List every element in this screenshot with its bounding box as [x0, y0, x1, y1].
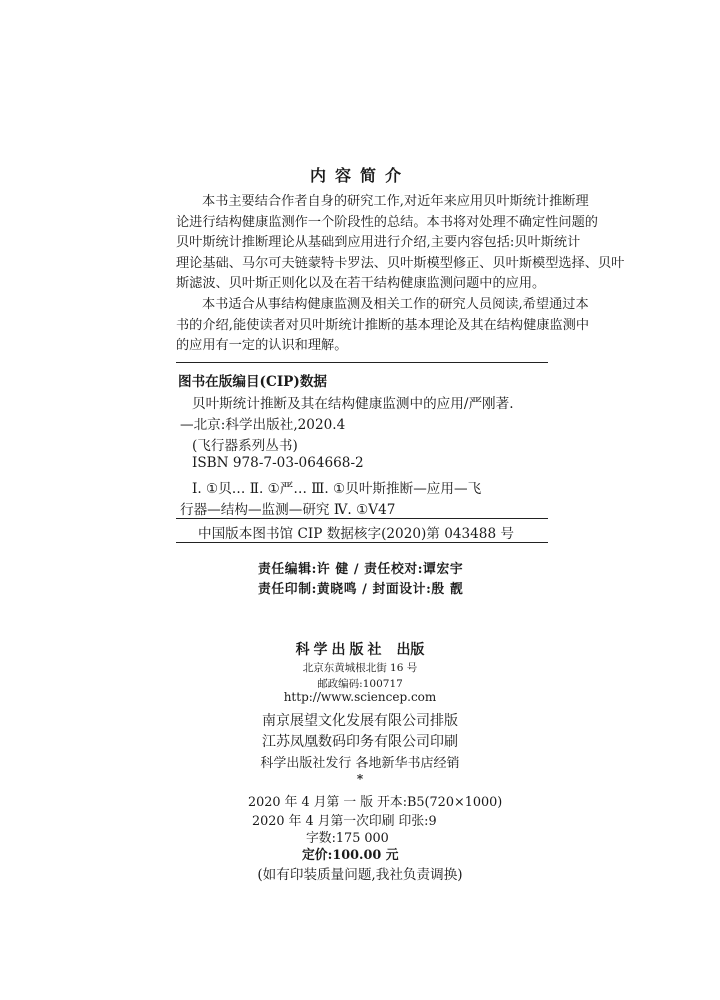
- printer: 江苏凤凰数码印务有限公司印刷: [262, 734, 458, 750]
- summary-line: 理论基础、马尔可夫链蒙特卡罗法、贝叶斯模型修正、贝叶斯模型选择、贝叶: [176, 255, 625, 271]
- cip-line: 行器—结构—监测—研究 Ⅳ. ①V47: [180, 502, 396, 518]
- price: 定价:100.00 元: [302, 848, 399, 863]
- cip-bottom-rule: [176, 542, 548, 543]
- publisher-postcode: 邮政编码:100717: [317, 678, 403, 690]
- cip-line: —北京:科学出版社,2020.4: [180, 417, 346, 433]
- distribution: 科学出版社发行 各地新华书店经销: [260, 756, 460, 771]
- cip-line: ISBN 978-7-03-064668-2: [192, 455, 364, 471]
- cip-top-rule: [176, 362, 548, 363]
- typesetter: 南京展望文化发展有限公司排版: [262, 713, 458, 729]
- staff-line: 责任编辑:许 健 / 责任校对:谭宏宇: [258, 562, 464, 577]
- word-count: 字数:175 000: [306, 831, 389, 846]
- cip-record-number: 中国版本图书馆 CIP 数据核字(2020)第 043488 号: [198, 526, 515, 542]
- summary-line: 贝叶斯统计推断理论从基础到应用进行介绍,主要内容包括:贝叶斯统计: [176, 235, 581, 251]
- publisher-line: [0, 639, 720, 659]
- cip-line: (飞行器系列丛书): [192, 438, 298, 454]
- summary-line: 本书适合从事结构健康监测及相关工作的研究人员阅读,希望通过本: [202, 297, 589, 312]
- summary-title: 内容简介: [309, 166, 410, 185]
- cip-heading: 图书在版编目(CIP)数据: [178, 374, 328, 390]
- summary-line: 本书主要结合作者自身的研究工作,对近年来应用贝叶斯统计推断理: [202, 194, 589, 209]
- publisher-website: http://www.sciencep.com: [283, 690, 437, 704]
- edition-line: 2020 年 4 月第 一 版 开本:B5(720×1000): [248, 795, 503, 810]
- publisher-name: 科学出版社: [295, 642, 386, 658]
- cip-line: Ⅰ. ①贝… Ⅱ. ①严… Ⅲ. ①贝叶斯推断—应用—飞: [192, 481, 482, 497]
- cip-line: 贝叶斯统计推断及其在结构健康监测中的应用/严刚著.: [192, 396, 514, 412]
- summary-line: 论进行结构健康监测作一个阶段性的总结。本书将对处理不确定性问题的: [176, 214, 598, 230]
- publisher-address: 北京东黄城根北街 16 号: [302, 662, 418, 674]
- printing-line: 2020 年 4 月第一次印刷 印张:9: [252, 814, 437, 829]
- summary-paragraph-1: [176, 192, 625, 295]
- quality-note: (如有印装质量问题,我社负责调换): [257, 867, 463, 883]
- publisher-suffix: 出版: [396, 642, 425, 658]
- staff-line: 责任印制:黄晓鸣 / 封面设计:殷 靓: [258, 582, 464, 597]
- summary-paragraph-2: [176, 295, 590, 357]
- cip-middle-rule: [176, 518, 548, 519]
- summary-line: 的应用有一定的认识和理解。: [176, 338, 348, 354]
- separator-star: *: [356, 772, 364, 786]
- summary-line: 书的介绍,能使读者对贝叶斯统计推断的基本理论及其在结构健康监测中: [176, 317, 590, 333]
- summary-line: 斯滤波、贝叶斯正则化以及在若干结构健康监测问题中的应用。: [176, 276, 546, 292]
